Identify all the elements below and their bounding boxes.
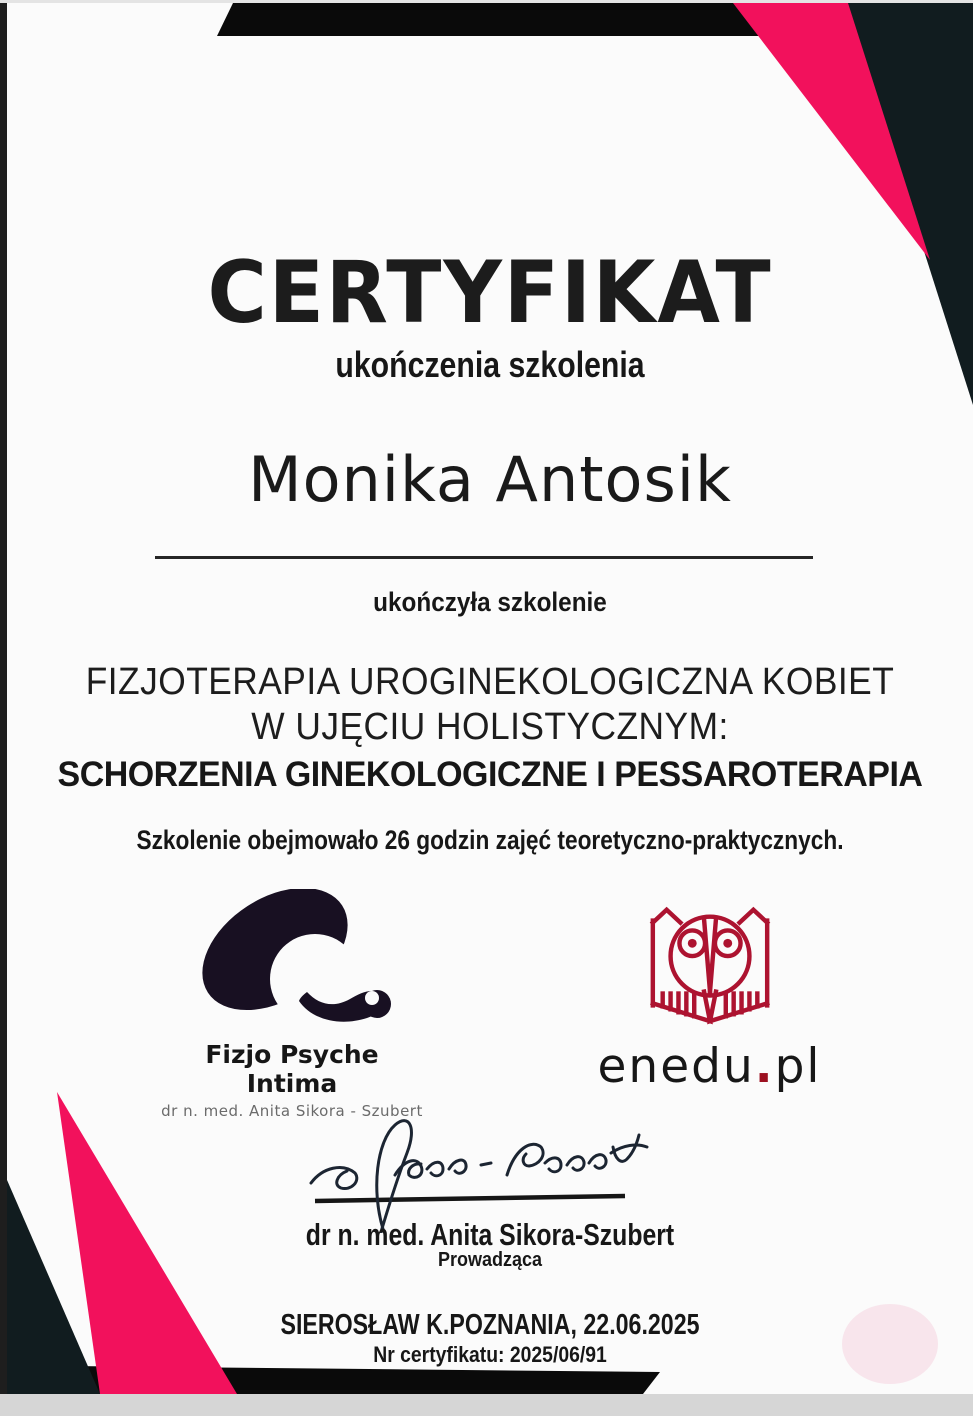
- issuer-logo-name: Fizjo Psyche Intima: [205, 1040, 379, 1098]
- course-title-line1: FIZJOTERAPIA UROGINEKOLOGICZNA KOBIET: [85, 661, 895, 703]
- platform-wordmark-name: enedu: [597, 1039, 755, 1094]
- place-and-date: SIEROSŁAW K.POZNANIA, 22.06.2025: [280, 1309, 700, 1341]
- issuer-logo-block: [157, 889, 427, 1120]
- platform-wordmark-tld: pl: [774, 1039, 822, 1094]
- certificate-number: Nr certyfikatu: 2025/06/91: [373, 1342, 607, 1367]
- recipient-name: Monika Antosik: [248, 443, 732, 516]
- duration-note: Szkolenie obejmowało 26 godzin zajęć teoretyczno-praktycznych.: [136, 825, 844, 855]
- platform-wordmark-dot: .: [754, 1039, 775, 1094]
- certificate-content: [7, 3, 973, 1394]
- signature-area: [295, 1111, 649, 1233]
- certificate-subtitle: ukończenia szkolenia: [335, 344, 645, 385]
- fizjo-psyche-intima-logo: [183, 889, 401, 1031]
- trainer-name: dr n. med. Anita Sikora-Szubert: [305, 1217, 675, 1252]
- enedu-owl-icon: [641, 896, 779, 1028]
- certificate-title: CERTYFIKAT: [207, 243, 773, 343]
- course-title-line3: SCHORZENIA GINEKOLOGICZNE I PESSAROTERAPIA: [57, 755, 923, 794]
- handwritten-signature: [295, 1111, 649, 1233]
- issuer-logo-subtext: dr n. med. Anita Sikora - Szubert: [161, 1102, 423, 1120]
- name-underline: [155, 556, 813, 559]
- platform-wordmark: [567, 1039, 852, 1094]
- trainer-role: Prowadząca: [437, 1249, 543, 1271]
- completion-label: ukończyła szkolenie: [373, 587, 607, 617]
- course-title-line2: W UJĘCIU HOLISTYCZNYM:: [251, 706, 729, 748]
- platform-logo-block: [567, 896, 852, 1094]
